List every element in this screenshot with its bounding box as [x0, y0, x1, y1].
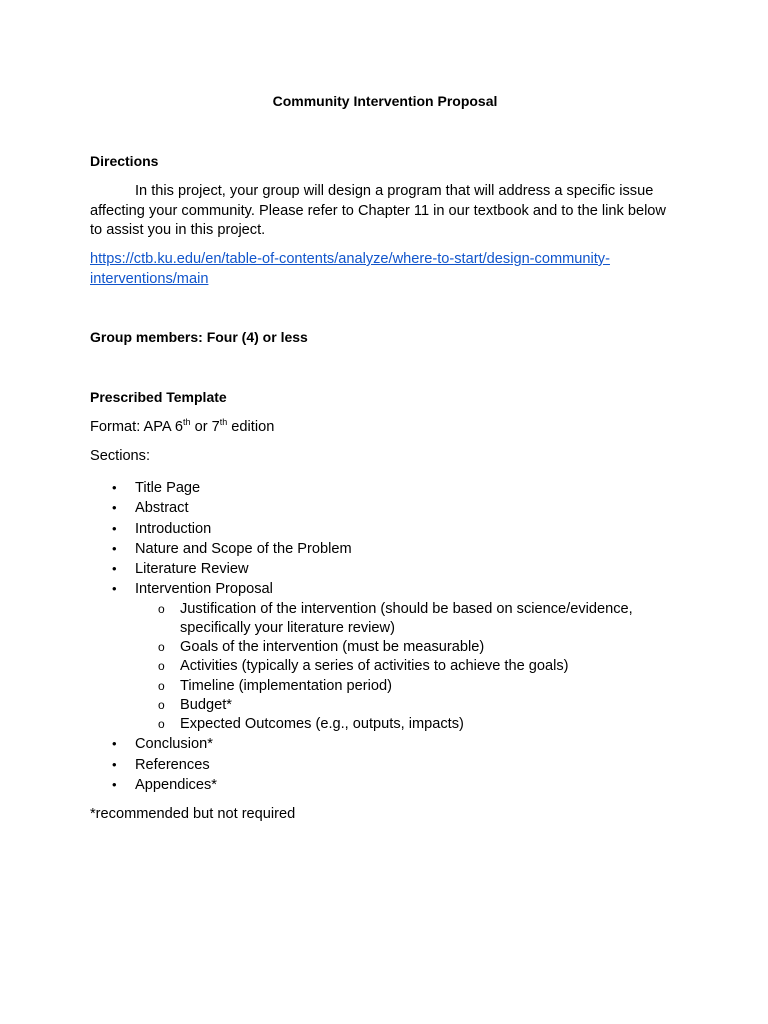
bullet-icon: •: [112, 736, 117, 752]
list-item: [90, 734, 680, 754]
intervention-subsections-list: [135, 600, 680, 734]
subsection-justification: Justification of the intervention (should be based on science/evidence, specifically your literature review): [180, 600, 633, 636]
sub-list-item: [135, 715, 680, 734]
list-item: [90, 755, 680, 775]
sub-bullet-icon: o: [158, 640, 165, 655]
sub-bullet-icon: o: [158, 678, 165, 693]
sub-list-item: [135, 657, 680, 676]
template-heading: Prescribed Template: [90, 389, 227, 405]
sub-list-item: [135, 677, 680, 696]
format-sup-7th: th: [219, 417, 228, 428]
section-nature-scope: Nature and Scope of the Problem: [135, 540, 352, 557]
bullet-icon: •: [112, 581, 117, 597]
section-appendices: Appendices*: [135, 776, 217, 793]
format-suffix: edition: [227, 419, 275, 435]
bullet-icon: •: [112, 540, 117, 556]
list-item: [90, 519, 680, 539]
bullet-icon: •: [112, 480, 117, 495]
list-item: [90, 539, 680, 559]
list-item: [90, 559, 680, 579]
section-introduction: Introduction: [135, 520, 212, 537]
subsection-activities: Activities (typically a series of activities to achieve the goals): [180, 658, 569, 675]
footnote: *recommended but not required: [90, 806, 296, 822]
resource-link-paragraph: [90, 250, 680, 289]
group-members-heading: Group members: Four (4) or less: [90, 329, 308, 345]
bullet-icon: •: [112, 561, 117, 577]
bullet-icon: •: [112, 756, 117, 772]
directions-paragraph: [90, 182, 680, 241]
subsection-goals: Goals of the intervention (must be measurable): [180, 639, 485, 656]
sub-list-item: [135, 600, 680, 638]
bullet-icon: •: [112, 520, 117, 536]
list-item: [90, 775, 680, 795]
section-references: References: [135, 756, 210, 773]
sub-bullet-icon: o: [158, 717, 165, 731]
format-middle: or 7: [190, 419, 220, 435]
sections-list: [90, 478, 680, 795]
format-sup-6th: th: [183, 417, 191, 428]
section-abstract: Abstract: [135, 500, 189, 517]
section-literature-review: Literature Review: [135, 561, 249, 578]
sub-list-item: [135, 696, 680, 715]
resource-link[interactable]: https://ctb.ku.edu/en/table-of-contents/analyze/where-to-start/design-community-interventions/main: [90, 251, 610, 287]
directions-heading: Directions: [90, 153, 159, 169]
sub-bullet-icon: o: [158, 697, 165, 712]
section-title-page: Title Page: [135, 480, 201, 496]
sub-bullet-icon: o: [158, 601, 165, 616]
format-line: [90, 419, 274, 435]
subsection-budget: Budget*: [180, 696, 232, 713]
subsection-expected-outcomes: Expected Outcomes (e.g., outputs, impacts): [180, 716, 464, 732]
format-prefix: Format: APA 6: [90, 419, 184, 435]
section-intervention-proposal: Intervention Proposal: [135, 581, 273, 598]
subsection-timeline: Timeline (implementation period): [180, 677, 392, 694]
list-item: [90, 478, 680, 498]
sections-label: Sections:: [90, 448, 151, 464]
sub-list-item: [135, 638, 680, 657]
directions-text: In this project, your group will design a program that will address a specific issue affecting your community. Please refer to Chapter 11 in our textbook and to the link below to assist you in this project.: [90, 183, 666, 238]
section-conclusion: Conclusion*: [135, 736, 213, 753]
bullet-icon: •: [112, 776, 117, 792]
list-item: [90, 498, 680, 518]
sub-bullet-icon: o: [158, 659, 165, 674]
list-item: [90, 579, 680, 734]
bullet-icon: •: [112, 500, 117, 516]
document-title: Community Intervention Proposal: [272, 93, 498, 109]
